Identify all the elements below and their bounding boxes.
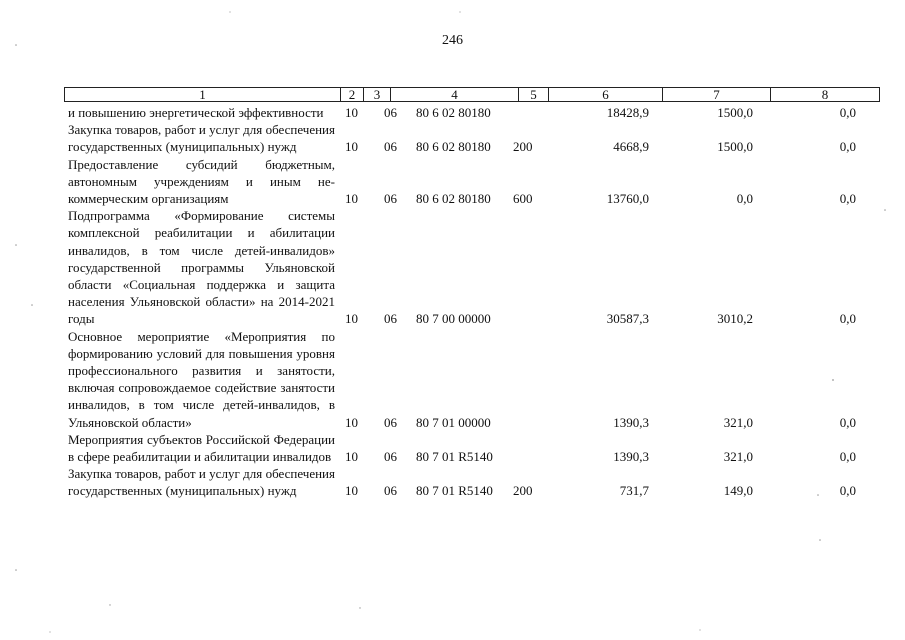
row-amount-8: 0,0 [839, 414, 856, 430]
row-amount-total: 13760,0 [606, 191, 649, 207]
row-subsection: 06 [384, 139, 397, 155]
row-amount-7: 321,0 [723, 449, 753, 465]
header-col-3: 3 [364, 88, 391, 101]
row-amount-7: 3010,2 [717, 311, 753, 327]
row-target-code: 80 7 01 00000 [416, 414, 491, 430]
row-amount-8: 0,0 [839, 311, 856, 327]
row-amount-7: 0,0 [736, 191, 753, 207]
table-body [68, 104, 858, 500]
row-amount-total: 18428,9 [606, 105, 649, 120]
row-target-code: 80 7 01 R5140 [416, 449, 493, 465]
row-subsection: 06 [384, 311, 397, 327]
row-amount-7: 1500,0 [717, 105, 753, 120]
row-target-code: 80 6 02 80180 [416, 191, 491, 207]
row-subsection: 06 [384, 191, 397, 207]
header-col-6: 6 [549, 88, 663, 101]
table-row [68, 207, 858, 327]
row-expense-type: 600 [513, 191, 533, 207]
row-amount-total: 731,7 [619, 483, 649, 499]
row-target-code: 80 6 02 80180 [416, 139, 491, 155]
row-section: 10 [345, 414, 358, 430]
row-name: и повышению энергетической эффективности [68, 105, 324, 120]
row-expense-type: 200 [513, 139, 533, 155]
table-row [68, 465, 858, 499]
row-name: Предоставление субсидий бюджетным, автономным учреждениям и иным некоммерческим организациям [68, 156, 335, 207]
header-col-7: 7 [663, 88, 771, 101]
row-amount-8: 0,0 [839, 449, 856, 465]
row-subsection: 06 [384, 483, 397, 499]
table-row [68, 156, 858, 208]
row-name: Подпрограмма «Формирование системы комплексной реабилитации и абилитации инвалидов, в том числе детей-инвалидов» государственной программы Ульяновской области «Социальная поддержка и защита населения Ульяновской области» на 2014-2021 годы [68, 208, 335, 327]
row-subsection: 06 [384, 414, 397, 430]
row-name: Закупка товаров, работ и услуг для обеспечения государственных (муниципальных) нужд [68, 466, 335, 499]
row-amount-7: 149,0 [723, 483, 753, 499]
header-col-4: 4 [391, 88, 519, 101]
row-amount-total: 4668,9 [613, 139, 649, 155]
row-amount-8: 0,0 [839, 105, 856, 120]
row-section: 10 [345, 105, 358, 120]
row-amount-total: 1390,3 [613, 414, 649, 430]
table-row [68, 121, 858, 155]
row-amount-total: 1390,3 [613, 449, 649, 465]
row-section: 10 [345, 449, 358, 465]
header-col-1: 1 [65, 88, 341, 101]
row-section: 10 [345, 139, 358, 155]
row-amount-7: 1500,0 [717, 139, 753, 155]
row-name: Мероприятия субъектов Российской Федерации в сфере реабилитации и абилитации инвалидов [68, 431, 335, 465]
row-name: Закупка товаров, работ и услуг для обеспечения государственных (муниципальных) нужд [68, 122, 335, 155]
table-header [64, 87, 880, 102]
header-col-2: 2 [341, 88, 364, 101]
row-section: 10 [345, 191, 358, 207]
row-amount-8: 0,0 [839, 483, 856, 499]
table-row [68, 328, 858, 431]
row-expense-type: 200 [513, 483, 533, 499]
row-name: Основное мероприятие «Мероприятия по формированию условий для повышения уровня профессионального развития и занятости, включая сопровождаемое содействие занятости инвалидов, в том числе детей-инвалидов, в Ульяновской области» [68, 328, 335, 430]
table-row [68, 104, 858, 121]
row-target-code: 80 6 02 80180 [416, 105, 491, 120]
row-amount-total: 30587,3 [606, 311, 649, 327]
header-col-5: 5 [519, 88, 549, 101]
row-subsection: 06 [384, 449, 397, 465]
row-section: 10 [345, 483, 358, 499]
row-amount-8: 0,0 [839, 191, 856, 207]
row-section: 10 [345, 311, 358, 327]
row-amount-8: 0,0 [839, 139, 856, 155]
page-number: 246 [442, 33, 463, 48]
row-subsection: 06 [384, 105, 397, 120]
row-target-code: 80 7 01 R5140 [416, 483, 493, 499]
row-target-code: 80 7 00 00000 [416, 311, 491, 327]
row-amount-7: 321,0 [723, 414, 753, 430]
table-row [68, 431, 858, 465]
header-col-8: 8 [821, 87, 829, 102]
